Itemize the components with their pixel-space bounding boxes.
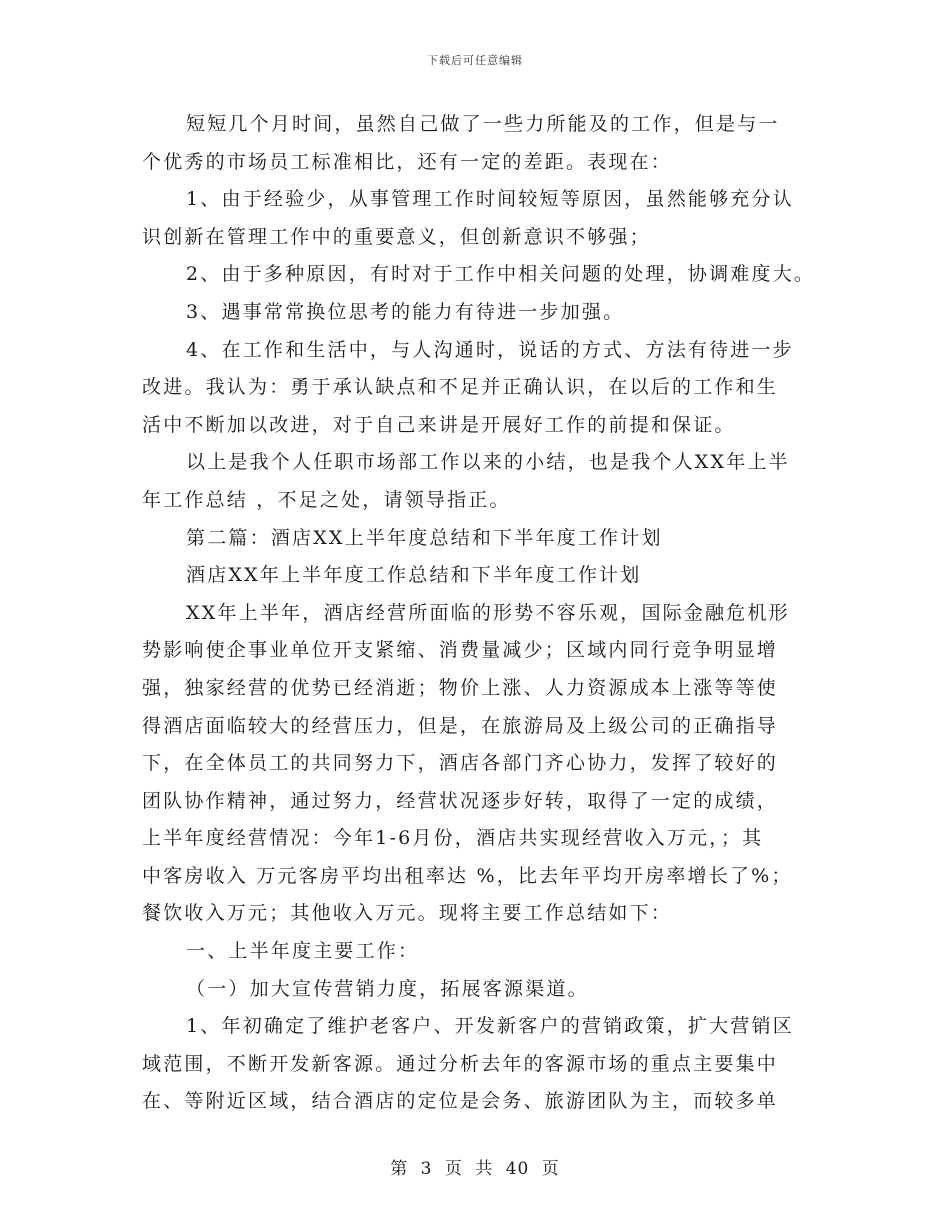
text-line: 强，独家经营的优势已经消逝；物价上涨、人力资源成本上涨等等使: [142, 676, 779, 699]
document-body: [142, 106, 832, 1121]
text-line: 年工作总结 ，不足之处，请领导指正。: [142, 488, 511, 511]
text-line: 改进。我认为：勇于承认缺点和不足并正确认识，在以后的工作和生: [142, 376, 779, 399]
text-line: 短短几个月时间，虽然自己做了一些力所能及的工作，但是与一: [186, 113, 780, 135]
text-line: XX年上半年，酒店经营所面临的形势不容乐观，国际金融危机形: [186, 601, 790, 624]
document-title: 酒店XX年上半年度工作总结和下半年度工作计划: [186, 564, 642, 587]
text-line: 个优秀的市场员工标准相比，还有一定的差距。表现在：: [142, 150, 673, 173]
text-line: 势影响使企事业单位开支紧缩、消费量减少；区域内同行竞争明显增: [142, 639, 779, 662]
text-line: 下，在全体员工的共同努力下，酒店各部门齐心协力，发挥了较好的: [142, 752, 779, 775]
text-line: 3、遇事常常换位思考的能力有待进一步加强。: [186, 300, 625, 323]
text-line: 4、在工作和生活中，与人沟通时，说话的方式、方法有待进一步: [186, 338, 794, 361]
text-line: 域范围，不断开发新客源。通过分析去年的客源市场的重点主要集中: [142, 1052, 779, 1075]
text-line: 在、等附近区域，结合酒店的定位是会务、旅游团队为主，而较多单: [142, 1090, 779, 1113]
page-number: 第 3 页 共 40 页: [390, 1159, 560, 1179]
text-line: 识创新在管理工作中的重要意义，但创新意识不够强；: [142, 225, 651, 248]
text-line: 得酒店面临较大的经营压力，但是，在旅游局及上级公司的正确指导: [142, 714, 779, 737]
text-line: 中客房收入 万元客房平均出租率达 %，比去年平均开房率增长了%；: [142, 864, 793, 887]
text-line: 活中不断加以改进，对于自己来讲是开展好工作的前提和保证。: [142, 413, 736, 436]
text-line: 餐饮收入万元；其他收入万元。现将主要工作总结如下：: [142, 902, 673, 925]
text-line: 2、由于多种原因，有时对于工作中相关问题的处理，协调难度大。: [186, 263, 816, 286]
text-line: 团队协作精神，通过努力，经营状况逐步好转，取得了一定的成绩，: [142, 789, 779, 812]
page-header-note: 下载后可任意编辑: [427, 54, 523, 67]
text-line: 以上是我个人任职市场部工作以来的小结，也是我个人XX年上半: [186, 451, 790, 474]
text-line: 1、年初确定了维护老客户、开发新客户的营销政策，扩大营销区: [186, 1015, 794, 1038]
text-line: 1、由于经验少，从事管理工作时间较短等原因，虽然能够充分认: [186, 188, 794, 211]
section-heading: 第二篇：酒店XX上半年度总结和下半年度工作计划: [186, 526, 663, 549]
text-line: 上半年度经营情况：今年1-6月份，酒店共实现经营收入万元，；其: [142, 827, 764, 850]
section-heading: 一、上半年度主要工作：: [186, 940, 420, 963]
subsection-heading: （一）加大宣传营销力度，拓展客源渠道。: [186, 977, 589, 1000]
